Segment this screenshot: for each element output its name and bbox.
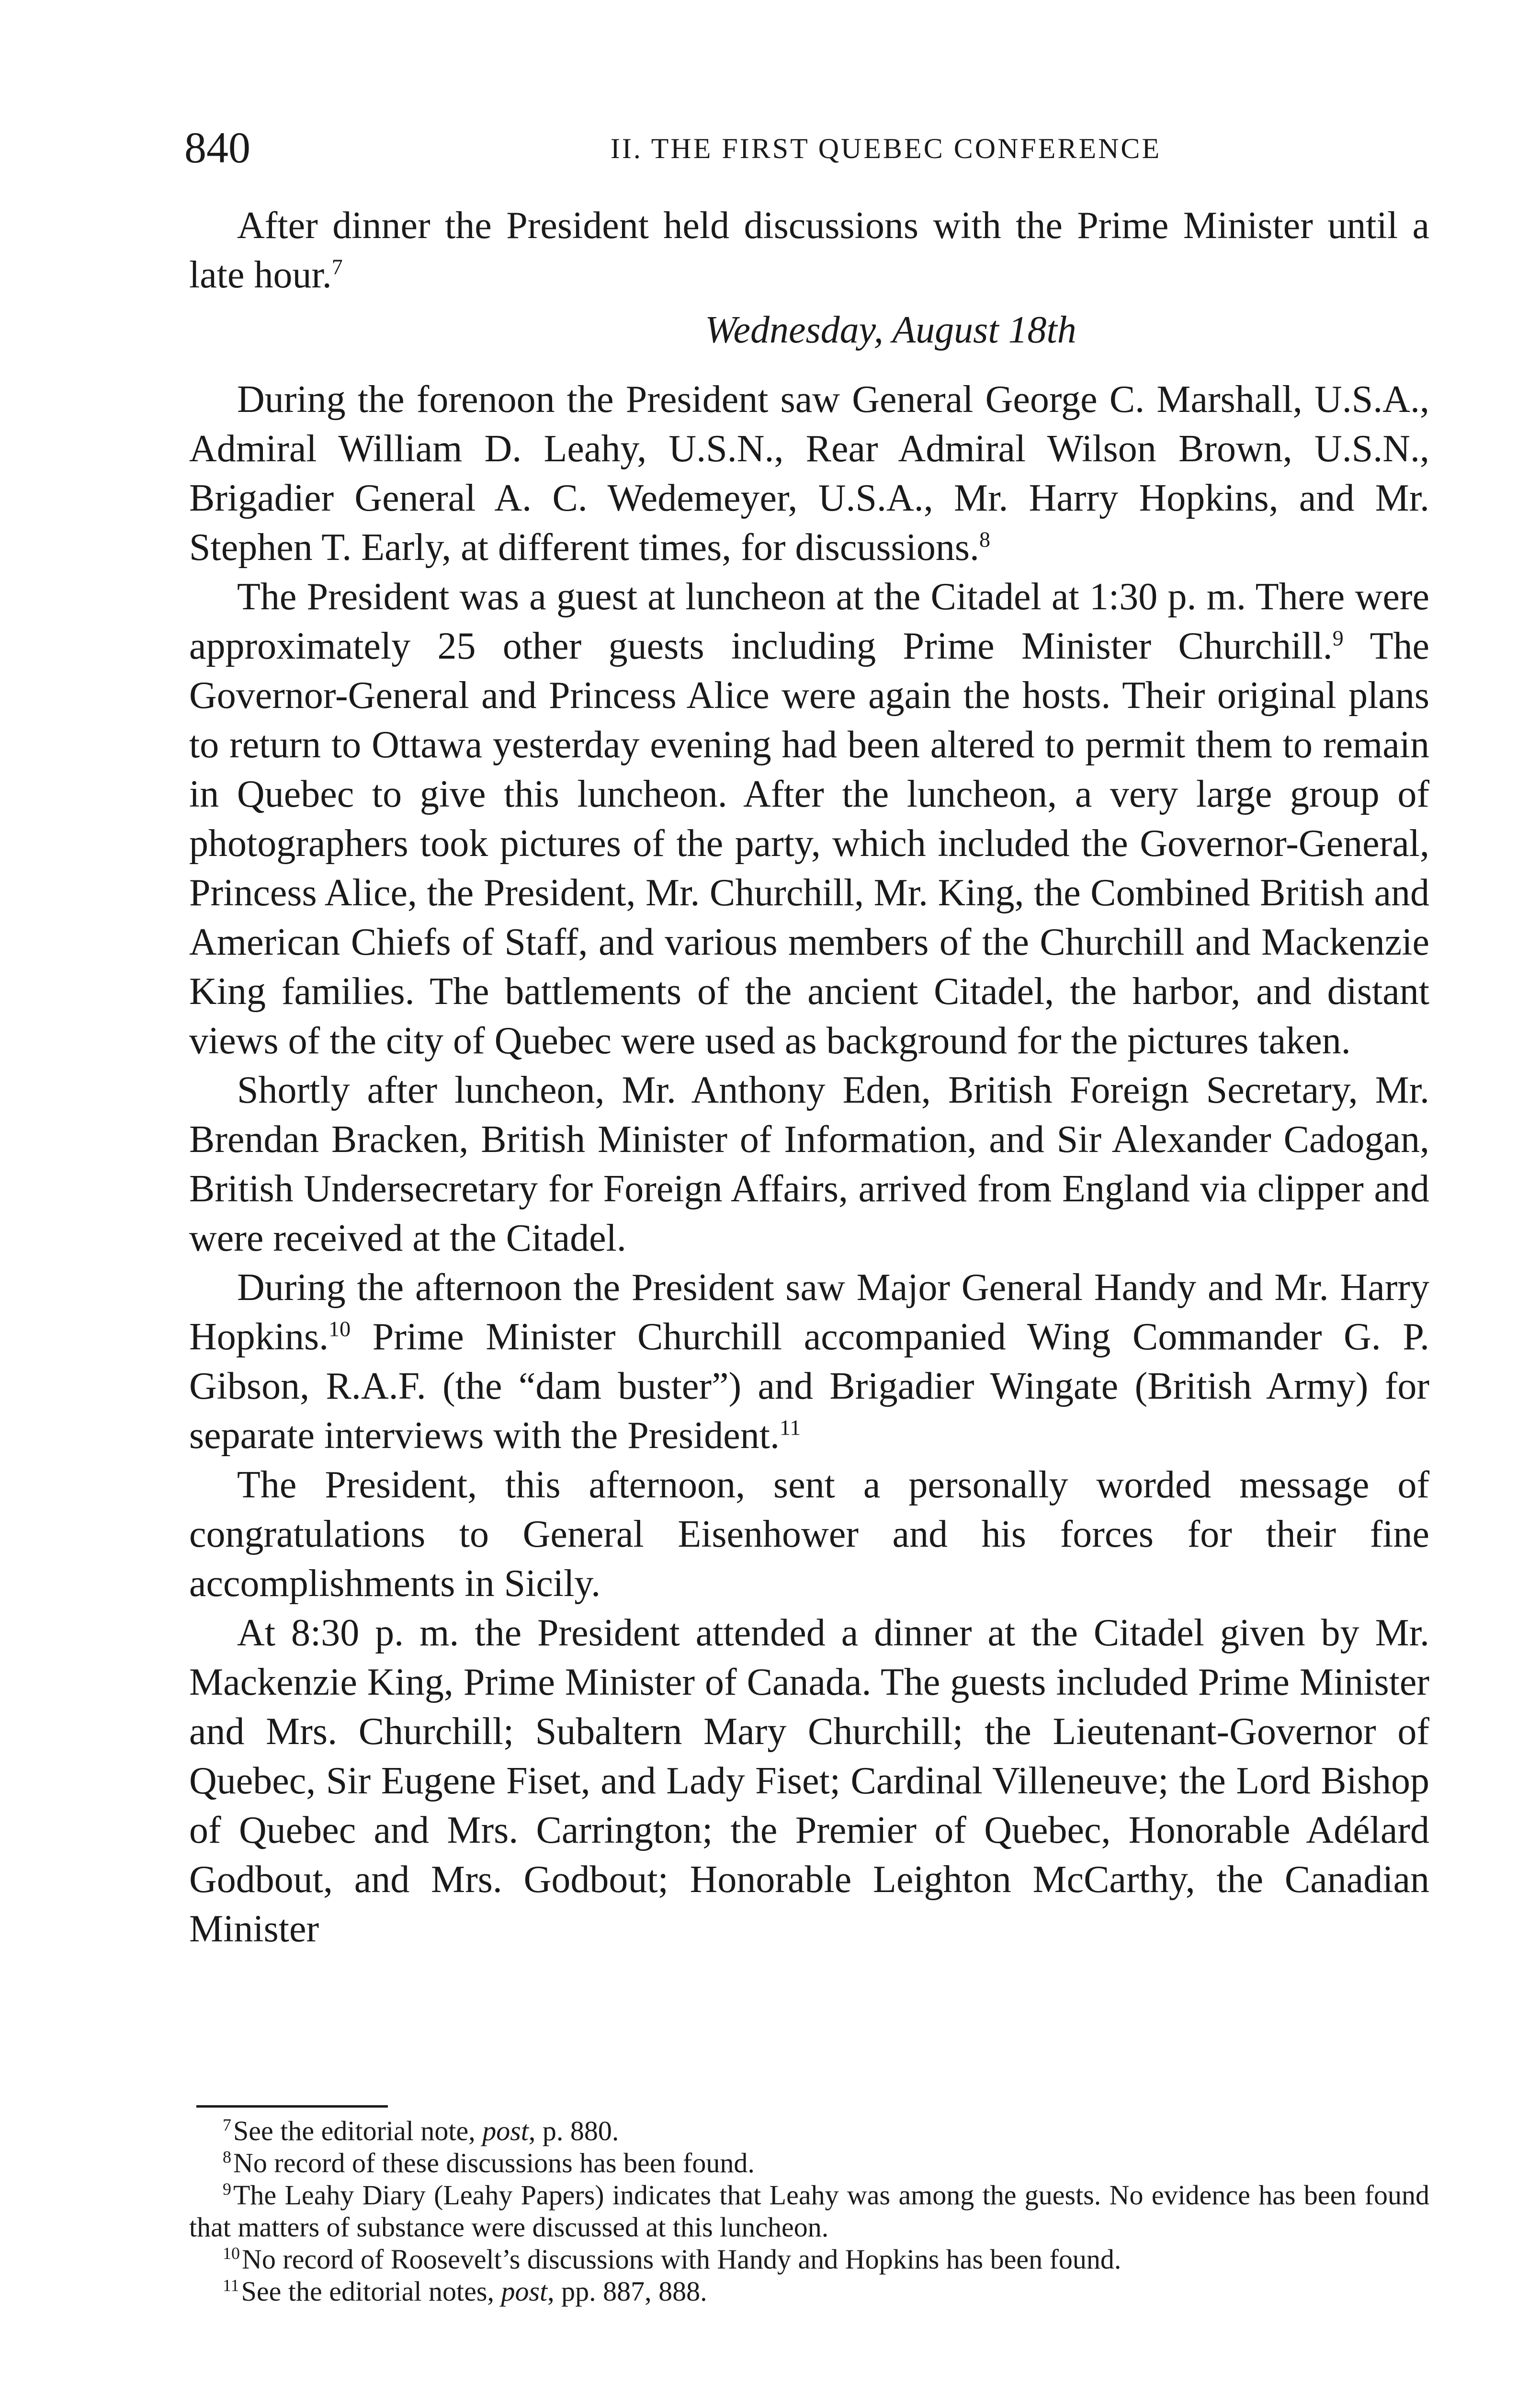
footnotes [189, 2115, 1429, 2307]
footnote-number: 7 [223, 2115, 231, 2134]
footnote-number: 11 [223, 2275, 239, 2295]
footnote-ref: 7 [331, 254, 343, 279]
footnote-text: See the editorial note, [233, 2115, 483, 2146]
running-head: II. THE FIRST QUEBEC CONFERENCE [610, 133, 1162, 164]
footnote-italic: post [482, 2115, 529, 2146]
paragraph-text: The President, this afternoon, sent a personally worded message of congratulations to General Eisenhower and his forces for their fine accomplishments in Sicily. [189, 1464, 1429, 1605]
paragraph-text: Prime Minister Churchill accompanied Wing Commander G. P. Gibson, R.A.F. (the “dam buster”) and Brigadier Wingate (British Army) for separate interviews with the President. [189, 1316, 1429, 1457]
paragraph-text: The Governor-General and Princess Alice were again the hosts. Their original plans to return to Ottawa yesterday evening had been altered to permit them to remain in Quebec to give this luncheon. After the luncheon, a very large group of photographers took pictures of the party, which included the Governor-General, Princess Alice, the President, Mr. Churchill, Mr. King, the Combined British and American Chiefs of Staff, and various members of the Churchill and Mackenzie King families. The battlements of the ancient Citadel, the harbor, and distant views of the city of Quebec were used as background for the pictures taken. [189, 625, 1429, 1062]
footnote-text: See the editorial notes, [241, 2276, 501, 2307]
footnote-number: 8 [223, 2147, 231, 2167]
footnote-divider [196, 2105, 388, 2108]
footnote-text: No record of Roosevelt’s discussions with Handy and Hopkins has been found. [242, 2244, 1121, 2275]
footnote-text: No record of these discussions has been found. [233, 2147, 755, 2178]
body-text [189, 201, 1429, 1954]
paragraph-text: The President was a guest at luncheon at the Citadel at 1:30 p. m. There were approximately 25 other guests including Prime Minister Churchill. [189, 576, 1429, 667]
date-heading: Wednesday, August 18th [705, 309, 1076, 351]
paragraph [189, 1608, 1429, 1954]
paragraph-text: Shortly after luncheon, Mr. Anthony Eden, British Foreign Secretary, Mr. Brendan Bracken, British Minister of Information, and Sir Alexander Cadogan, British Undersecretary for Foreign Affairs, arrived from England via clipper and were received at the Citadel. [189, 1069, 1429, 1259]
footnote-number: 9 [223, 2179, 231, 2199]
page-number: 840 [184, 123, 250, 172]
footnote-ref: 9 [1332, 626, 1344, 650]
footnote [189, 2243, 1429, 2275]
paragraph-text: During the forenoon the President saw General George C. Marshall, U.S.A., Admiral William D. Leahy, U.S.N., Rear Admiral Wilson Brown, U.S.N., Brigadier General A. C. Wedemeyer, U.S.A., Mr. Harry Hopkins, and Mr. Stephen T. Early, at different times, for discussions. [189, 378, 1429, 569]
footnote-ref: 8 [979, 527, 991, 552]
paragraph-text: At 8:30 p. m. the President attended a dinner at the Citadel given by Mr. Mackenzie King, Prime Minister of Canada. The guests included Prime Minister and Mrs. Churchill; Subaltern Mary Churchill; the Lieutenant-Governor of Quebec, Sir Eugene Fiset, and Lady Fiset; Cardinal Villeneuve; the Lord Bishop of Quebec and Mrs. Carrington; the Premier of Quebec, Honorable Adélard Godbout, and Mrs. Godbout; Honorable Leighton McCarthy, the Canadian Minister [189, 1612, 1429, 1950]
footnote-text: , p. 880. [528, 2115, 619, 2146]
footnote-text: , pp. 887, 888. [547, 2276, 707, 2307]
footnote-italic: post [501, 2276, 548, 2307]
paragraph [189, 375, 1429, 572]
footnote [189, 2147, 1429, 2179]
footnote [189, 2275, 1429, 2307]
footnote [189, 2115, 1429, 2147]
paragraph-text: After dinner the President held discussions with the Prime Minister until a late hour. [189, 205, 1429, 296]
footnote-ref: 10 [328, 1316, 351, 1341]
paragraph [189, 572, 1429, 1066]
footnote [189, 2179, 1429, 2243]
footnote-number: 10 [223, 2243, 240, 2263]
footnote-ref: 11 [779, 1415, 801, 1440]
footnote-text: The Leahy Diary (Leahy Papers) indicates that Leahy was among the guests. No evidence has been found that matters of substance were discussed at this luncheon. [189, 2179, 1429, 2243]
paragraph [189, 201, 1429, 300]
paragraph [189, 1066, 1429, 1263]
paragraph-text: During the afternoon the President saw Major General Handy and Mr. Harry Hopkins. [189, 1266, 1429, 1358]
paragraph [189, 1263, 1429, 1460]
paragraph [189, 1460, 1429, 1608]
